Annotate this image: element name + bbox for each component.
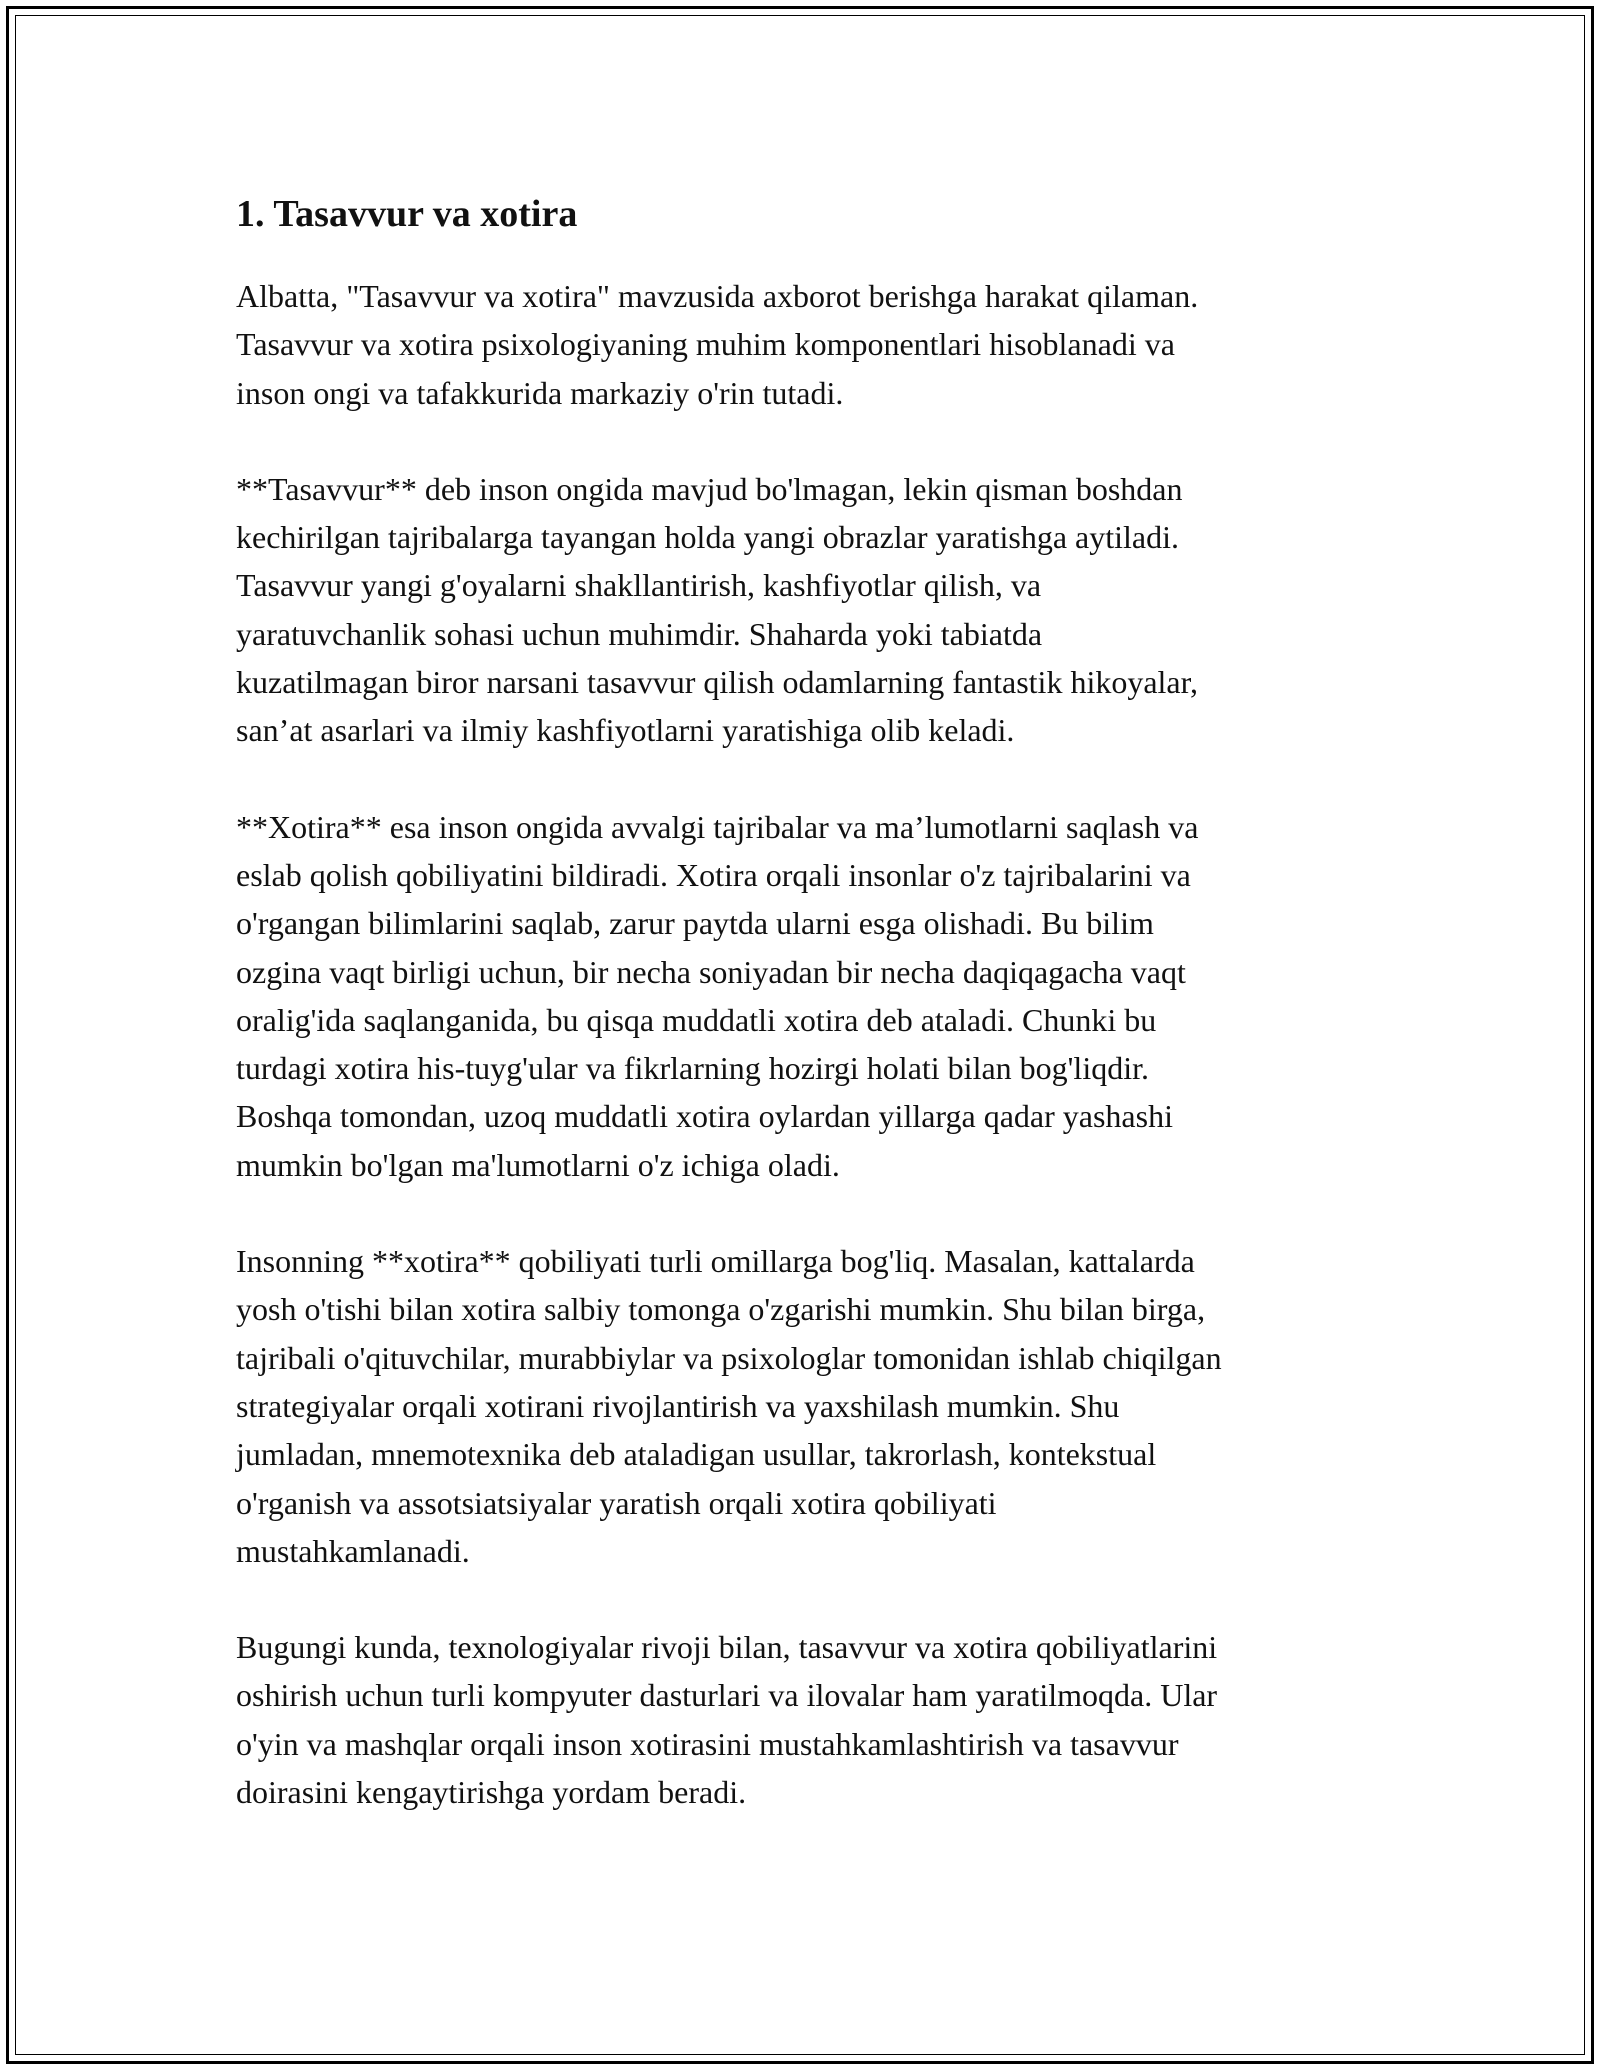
paragraph-factors: Insonning **xotira** qobiliyati turli omillarga bog'liq. Masalan, kattalarda yosh o'tishi bilan xotira salbiy tomonga o'zgarishi mumkin. Shu bilan birga, tajribali o'qituvchilar, murabbiylar va psixologlar tomonidan ishlab chiqilgan strategiyalar orqali xotirani rivojlantirish va yaxshilash mumkin. Shu jumladan, mnemotexnika deb ataladigan usullar, takrorlash, kontekstual o'rganish va assotsiatsiyalar yaratish orqali xotira qobiliyati mustahkamlanadi. bbox=[236, 1243, 1222, 1569]
paragraph-technology: Bugungi kunda, texnologiyalar rivoji bilan, tasavvur va xotira qobiliyatlarini oshirish uchun turli kompyuter dasturlari va ilovalar ham yaratilmoqda. Ular o'yin va mashqlar orqali inson xotirasini mustahkamlashtirish va tasavvur doirasini kengaytirishga yordam beradi. bbox=[236, 1629, 1218, 1811]
paragraph-xotira: **Xotira** esa inson ongida avvalgi tajribalar va ma’lumotlarni saqlash va eslab qolish qobiliyatini bildiradi. Xotira orqali insonlar o'z tajribalarini va o'rgangan bilimlarini saqlab, zarur paytda ularni esga olishadi. Bu bilim ozgina vaqt birligi uchun, bir necha soniyadan bir necha daqiqagacha vaqt oralig'ida saqlanganida, bu qisqa muddatli xotira deb ataladi. Chunki bu turdagi xotira his-tuyg'ular va fikrlarning hozirgi holati bilan bog'liqdir. Boshqa tomondan, uzoq muddatli xotira oylardan yillarga qadar yashashi mumkin bo'lgan ma'lumotlarni o'z ichiga oladi. bbox=[236, 808, 1199, 1183]
document-title: 1. Tasavvur va xotira bbox=[236, 193, 578, 235]
paragraph-tasavvur: **Tasavvur** deb inson ongida mavjud bo'lmagan, lekin qisman boshdan kechirilgan tajribalarga tayangan holda yangi obrazlar yaratishga aytiladi. Tasavvur yangi g'oyalarni shakllantirish, kashfiyotlar qilish, va yaratuvchanlik sohasi uchun muhimdir. Shaharda yoki tabiatda kuzatilmagan biror narsani tasavvur qilish odamlarning fantastik hikoyalar, san’at asarlari va ilmiy kashfiyotlarni yaratishiga olib keladi. bbox=[236, 470, 1198, 749]
document-body bbox=[236, 188, 1386, 1816]
paragraph-intro: Albatta, "Tasavvur va xotira" mavzusida axborot berishga harakat qilaman. Tasavvur va xotira psixologiyaning muhim komponentlari hisoblanadi va inson ongi va tafakkurida markaziy o'rin tutadi. bbox=[236, 278, 1199, 411]
